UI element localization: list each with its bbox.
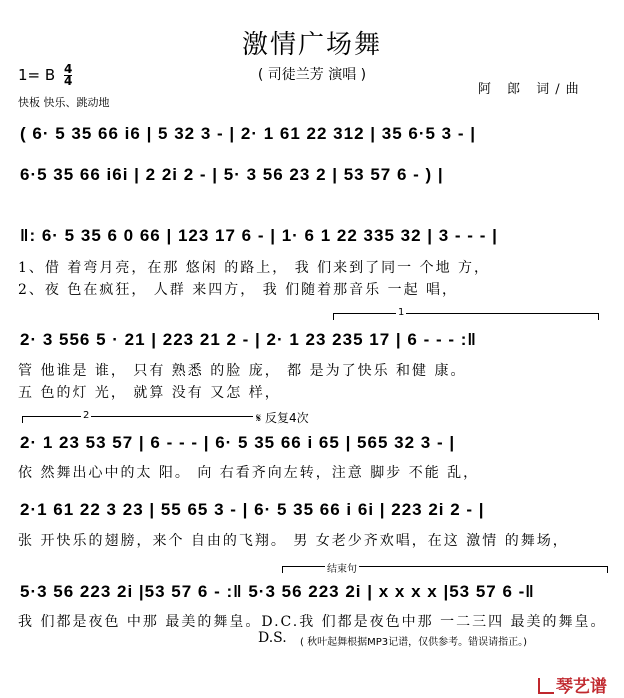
notation-line-5: 2· 1 23 53 57 | 6 - - - | 6· 5 35 66 i 65 | 565 32 3 - |	[20, 433, 456, 452]
notation-line-3: ‖: 6· 5 35 6 0 66 | 123 17 6 - | 1· 6 1 22 335 32 | 3 - - - |	[20, 226, 498, 245]
singer-credit: ( 司徒兰芳 演唱 )	[257, 67, 367, 83]
lyric-line-4-verse-1: 管 他谁是 谁， 只有 熟悉 的脸 庞， 都 是为了快乐 和健 康。	[18, 363, 467, 379]
segno-icon: 𝄋	[256, 411, 262, 425]
ds-marking: D.S.	[258, 630, 287, 646]
transcription-note: ( 秋叶起舞根据MP3记谱，仅供参考。错误请指正。)	[300, 637, 528, 648]
volta-2-label: 2	[83, 410, 90, 421]
volta-1-label: 1	[398, 307, 405, 318]
lyric-line-7: 我 们都是夜色 中那 最美的舞皇。D.C.我 们都是夜色中那 一二三四 最美的舞皇。	[18, 614, 607, 630]
lyric-line-4-verse-2: 五 色的灯 光， 就算 没有 又怎 样，	[18, 385, 281, 401]
lyric-line-6: 张 开快乐的翅膀，来个 自由的飞翔。 男 女老少齐欢唱，在这 激情 的舞场，	[18, 533, 569, 549]
notation-line-1: ( 6· 5 35 66 i6 | 5 32 3 - | 2· 1 61 22 312 | 35 6·5 3 - |	[20, 124, 476, 143]
tempo-marking: 快板 快乐、跳动地	[18, 96, 110, 109]
key-label: 1= B	[18, 66, 56, 84]
lyric-line-3-verse-1: 1、借 着弯月亮，在那 悠闲 的路上， 我 们来到了同一 个地 方，	[18, 260, 491, 276]
volta-1-bracket	[333, 307, 599, 320]
ending-bracket	[282, 566, 608, 573]
logo-icon	[538, 678, 554, 694]
notation-line-2: 6·5 35 66 i6i | 2 2i 2 - | 5· 3 56 23 2 | 53 57 6 - ) |	[20, 165, 444, 184]
song-title: 激情广场舞	[241, 30, 382, 60]
notation-line-6: 2·1 61 22 3 23 | 55 65 3 - | 6· 5 35 66 i 6i | 223 2i 2 - |	[20, 500, 485, 519]
author-credit: 阿 郎 词/曲	[478, 82, 585, 97]
time-signature: $\frac{4}{4}$	[63, 62, 73, 88]
ending-label: 结束句	[325, 560, 359, 575]
notation-line-7: 5·3 56 223 2i |53 57 6 - :‖ 5·3 56 223 2i | x x x x |53 57 6 -‖	[20, 582, 535, 601]
volta-2-bracket	[22, 410, 253, 423]
notation-line-4: 2· 3 556 5 · 21 | 223 21 2 - | 2· 1 23 235 17 | 6 - - - :‖	[20, 330, 477, 349]
lyric-line-3-verse-2: 2、夜 色在疯狂， 人群 来四方， 我 们随着那音乐 一起 唱，	[18, 282, 459, 298]
lyric-line-5: 依 然舞出心中的太 阳。 向 右看齐向左转，注意 脚步 不能 乱，	[18, 465, 480, 481]
key-signature	[18, 64, 72, 87]
watermark-logo: 琴艺谱	[538, 672, 607, 697]
segno-repeat-note: 𝄋 反复4次	[256, 411, 309, 425]
